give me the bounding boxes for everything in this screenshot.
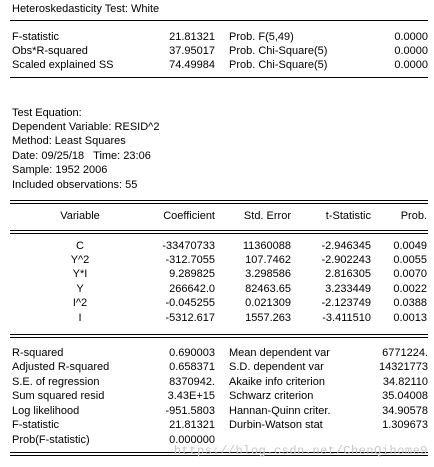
coef-prob: 0.0013: [393, 312, 427, 324]
equation-info-line: Test Equation:: [12, 107, 82, 119]
coef-header-coefficient: Coefficient: [163, 210, 215, 222]
summary-label-right: Hannan-Quinn criter.: [229, 405, 331, 417]
coef-t-statistic: -2.123749: [321, 297, 371, 309]
summary-value-right: 6771224.: [382, 347, 428, 359]
coef-coefficient: 9.289825: [169, 268, 215, 280]
coef-prob: 0.0049: [393, 240, 427, 252]
stat-value: 74.49984: [169, 59, 215, 71]
coef-table-bottom-rule: [10, 334, 428, 338]
coef-t-statistic: -2.902243: [321, 254, 371, 266]
stat-label: Scaled explained SS: [12, 59, 114, 71]
coef-coefficient: -5312.617: [165, 312, 215, 324]
stat-prob: 0.0000: [394, 45, 428, 57]
coef-std-error: 82463.65: [245, 283, 291, 295]
summary-value-right: 34.82110: [382, 376, 428, 388]
watermark-url: https://blog.csdn.net/ChenQihome9: [173, 444, 428, 458]
summary-value-right: 35.04008: [382, 390, 428, 402]
summary-label-right: Mean dependent var: [229, 347, 330, 359]
coef-header-t-statistic: t-Statistic: [325, 210, 371, 222]
coef-t-statistic: 3.233449: [325, 283, 371, 295]
coef-variable: Y^2: [70, 254, 90, 266]
summary-label-right: S.D. dependent var: [229, 361, 324, 373]
coef-prob: 0.0055: [393, 254, 427, 266]
summary-value-left: -951.5803: [165, 405, 215, 417]
summary-label-left: F-statistic: [12, 419, 60, 431]
coef-coefficient: -312.7055: [165, 254, 215, 266]
summary-value-right: 34.90578: [382, 405, 428, 417]
summary-label-left: Adjusted R-squared: [12, 361, 110, 373]
equation-info-line: Date: 09/25/18 Time: 23:06: [12, 150, 151, 162]
coef-t-statistic: 2.816305: [325, 268, 371, 280]
summary-label-left: Log likelihood: [12, 405, 80, 417]
coef-t-statistic: -3.411510: [322, 312, 371, 324]
equation-info-line: Included observations: 55: [12, 179, 138, 191]
equation-info-line: Method: Least Squares: [12, 135, 126, 147]
stat-value: 37.95017: [169, 45, 215, 57]
summary-value-right: 1.309673: [382, 419, 428, 431]
coef-prob: 0.0022: [393, 283, 427, 295]
coef-t-statistic: -2.946345: [321, 240, 371, 252]
summary-label-left: R-squared: [12, 347, 64, 359]
output-title: Heteroskedasticity Test: White: [12, 3, 160, 15]
coef-std-error: 3.298586: [245, 268, 291, 280]
coef-prob: 0.0388: [393, 297, 427, 309]
coef-std-error: 0.021309: [245, 297, 291, 309]
summary-label-right: Akaike info criterion: [229, 376, 325, 388]
summary-value-left: 21.81321: [169, 419, 215, 431]
stat-prob-label: Prob. Chi-Square(5): [229, 59, 328, 71]
coef-variable: I^2: [72, 297, 88, 309]
stat-prob: 0.0000: [394, 59, 428, 71]
stats-rule: [10, 77, 428, 78]
coef-std-error: 107.7462: [245, 254, 291, 266]
title-rule: [10, 20, 428, 21]
coef-prob: 0.0070: [393, 268, 427, 280]
summary-label-left: S.E. of regression: [12, 376, 100, 388]
summary-value-right: 14321773: [379, 361, 428, 373]
summary-label-left: Prob(F-statistic): [12, 434, 90, 446]
coef-std-error: 1557.263: [245, 312, 291, 324]
coef-header-prob: Prob.: [400, 210, 427, 222]
stat-value: 21.81321: [169, 31, 215, 43]
summary-label-right: Durbin-Watson stat: [229, 419, 323, 431]
coef-coefficient: -33470733: [162, 240, 215, 252]
stat-prob-label: Prob. F(5,49): [229, 31, 294, 43]
coef-variable: Y*I: [72, 268, 88, 280]
equation-info-line: Sample: 1952 2006: [12, 164, 108, 176]
summary-value-left: 0.658371: [169, 361, 215, 373]
coef-variable: C: [76, 240, 84, 252]
summary-label-left: Sum squared resid: [12, 390, 105, 402]
coef-std-error: 11360088: [242, 240, 291, 252]
stat-prob: 0.0000: [394, 31, 428, 43]
coef-table-top-rule: [10, 200, 428, 204]
coef-header-rule: [10, 230, 428, 234]
summary-value-left: 8370942.: [169, 376, 215, 388]
summary-value-left: 3.43E+15: [167, 390, 215, 402]
stat-prob-label: Prob. Chi-Square(5): [229, 45, 328, 57]
coef-header-std-error: Std. Error: [243, 210, 291, 222]
summary-label-right: Schwarz criterion: [229, 390, 314, 402]
stat-label: Obs*R-squared: [12, 45, 88, 57]
summary-value-left: 0.000000: [169, 434, 215, 446]
equation-info-line: Dependent Variable: RESID^2: [12, 121, 160, 133]
coef-coefficient: 266642.0: [169, 283, 215, 295]
summary-value-left: 0.690003: [169, 347, 215, 359]
coef-header-variable: Variable: [60, 210, 100, 222]
coef-coefficient: -0.045255: [165, 297, 215, 309]
stat-label: F-statistic: [12, 31, 60, 43]
coef-variable: Y: [76, 283, 84, 295]
coef-variable: I: [78, 312, 82, 324]
